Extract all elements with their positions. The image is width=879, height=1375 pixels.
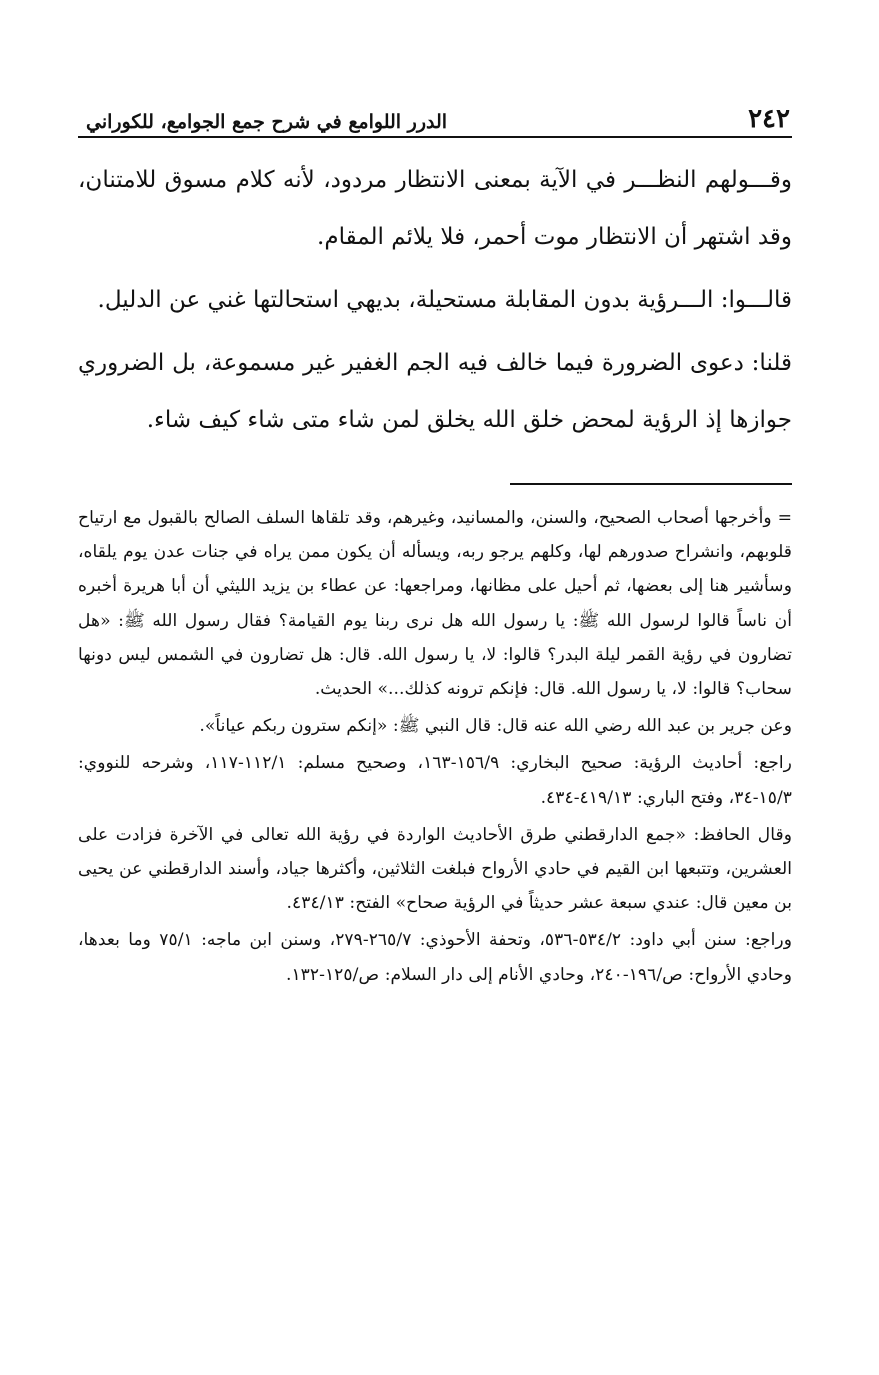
footnote-paragraph: = وأخرجها أصحاب الصحيح، والسنن، والمسانيد، وغيرهم، وقد تلقاها السلف الصالح بالقبول مع ارتياح قلوبهم، وانشراح صدورهم لها، وكلهم يرجو ربه، ويسأله أن يكون ممن يراه في جنات عدن يوم يلقاه، وسأشير هنا إلى بعضها، ثم أحيل على مظانها، ومراجعها: عن عطاء بن يزيد الليثي أن أبا هريرة أخبره أن ناساً قالوا لرسول الله ﷺ: يا رسول الله هل نرى ربنا يوم القيامة؟ فقال رسول الله ﷺ: «هل تضارون في رؤية القمر ليلة البدر؟ قالوا: لا، يا رسول الله. قال: هل تضارون في الشمس ليس دونها سحاب؟ قالوا: لا، يا رسول الله. قال: فإنكم ترونه كذلك...» الحديث.	[78, 508, 792, 700]
main-paragraph: قالـــوا: الـــرؤية بدون المقابلة مستحيلة، بديهي استحالتها غني عن الدليل.	[97, 287, 792, 313]
running-title: الدرر اللوامع في شرح جمع الجوامع، للكوراني	[86, 111, 448, 133]
footnote-paragraph: وقال الحافظ: «جمع الدارقطني طرق الأحاديث الواردة في رؤية الله تعالى في الآخرة فزادت على العشرين، وتتبعها ابن القيم في حادي الأرواح فبلغت الثلاثين، وأكثرها جياد، وأسند الدارقطني عن يحيى بن معين قال: عندي سبعة عشر حديثاً في الرؤية صحاح» الفتح: ٤٣٤/١٣.	[78, 824, 792, 914]
page-header	[78, 92, 792, 138]
footnote-paragraph: راجع: أحاديث الرؤية: صحيح البخاري: ١٥٦/٩-١٦٣، وصحيح مسلم: ١١٢/١-١١٧، وشرحه للنووي: ١٥/٣-٣٤، وفتح الباري: ٤١٩/١٣-٤٣٤.	[78, 753, 792, 808]
book-page	[78, 92, 792, 992]
footnotes	[78, 501, 792, 992]
main-paragraph: وقـــولهم النظـــر في الآية بمعنى الانتظار مردود، لأنه كلام مسوق للامتنان، وقد اشتهر أن الانتظار موت أحمر، فلا يلائم المقام.	[78, 167, 792, 250]
footnote-paragraph: وعن جرير بن عبد الله رضي الله عنه قال: قال النبي ﷺ: «إنكم سترون ربكم عياناً».	[199, 716, 792, 737]
footnote-paragraph: وراجع: سنن أبي داود: ٥٣٤/٢-٥٣٦، وتحفة الأحوذي: ٢٦٥/٧-٢٧٩، وسنن ابن ماجه: ٧٥/١ وما بعدها، وحادي الأرواح: ص/١٩٦-٢٤٠، وحادي الأنام إلى دار السلام: ص/١٢٥-١٣٢.	[78, 930, 792, 985]
main-text	[78, 152, 792, 449]
main-paragraph: قلنا: دعوى الضرورة فيما خالف فيه الجم الغفير غير مسموعة، بل الضروري جوازها إذ الرؤية لمحض خلق الله يخلق لمن شاء متى شاء كيف شاء.	[78, 350, 792, 433]
page-number: ٢٤٢	[748, 104, 790, 134]
footnote-separator	[510, 483, 792, 485]
